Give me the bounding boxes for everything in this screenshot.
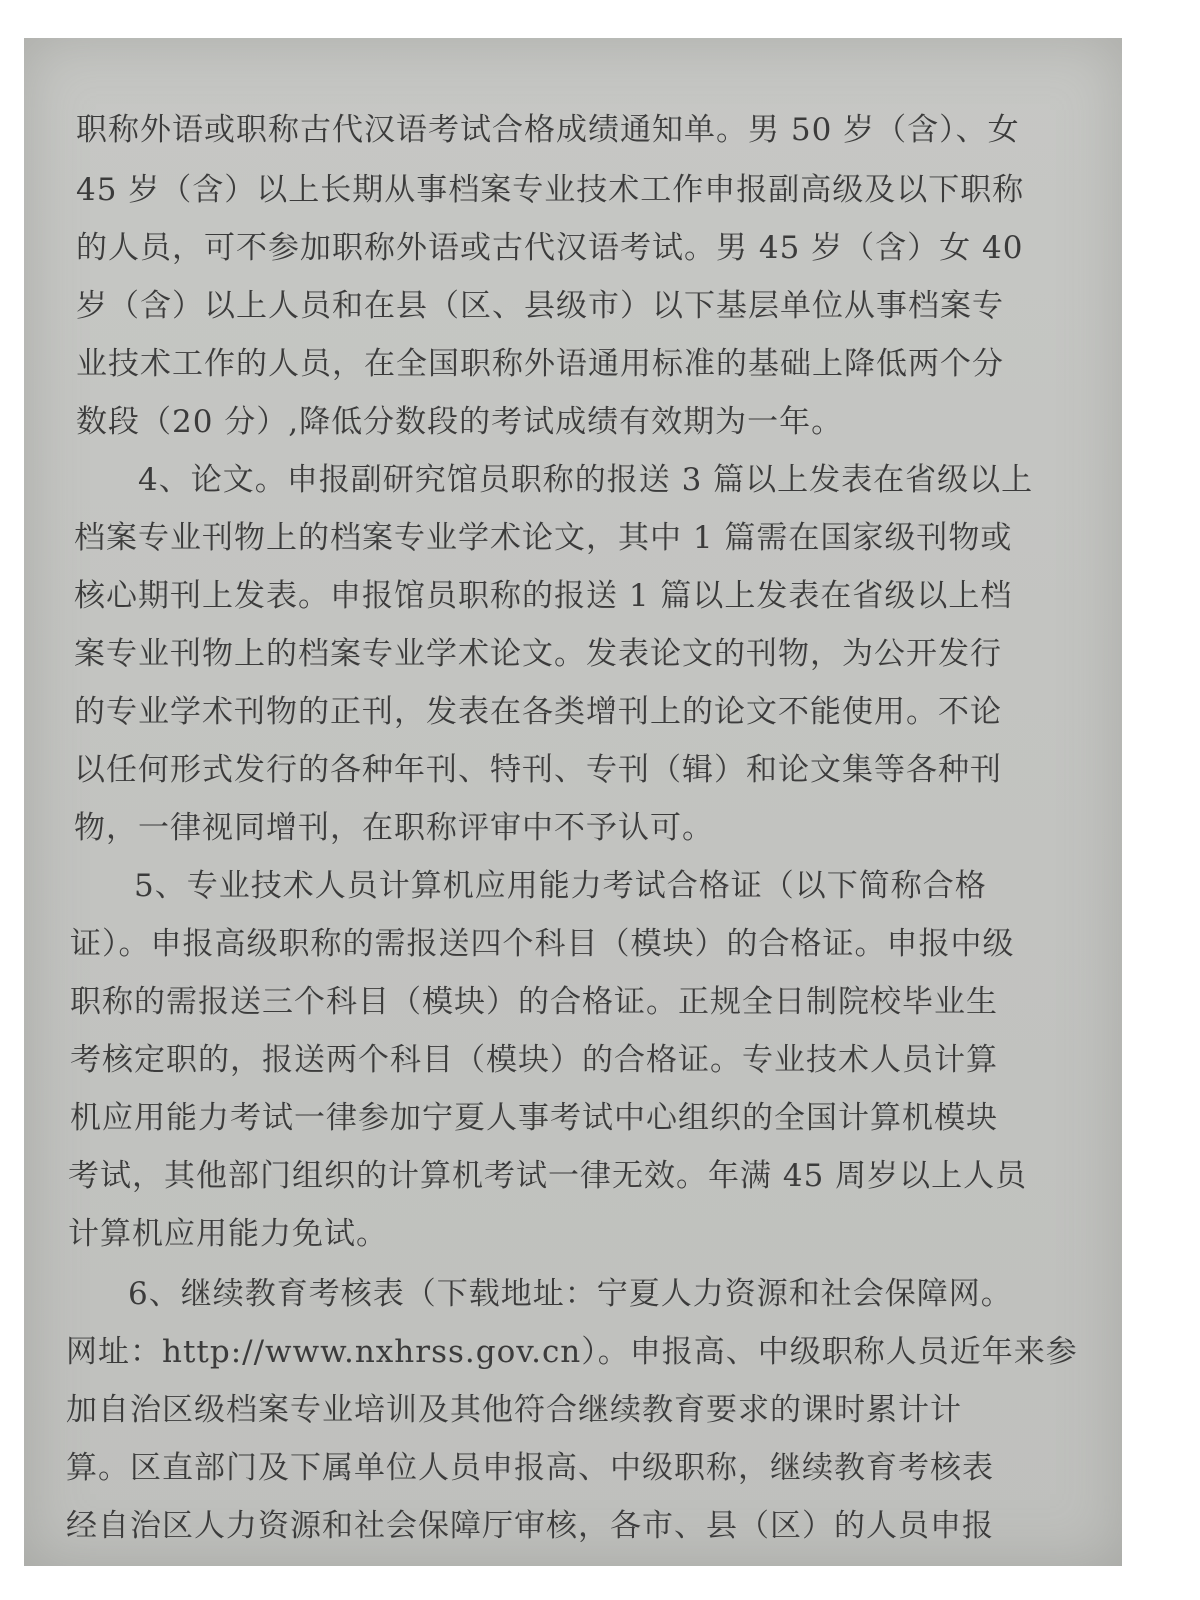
document-body [24,38,1122,1566]
text-line: 数段（20 分）,降低分数段的考试成绩有效期为一年。 [76,404,844,440]
text-line: 算。区直部门及下属单位人员申报高、中级职称，继续教育考核表 [66,1450,994,1486]
text-line: 职称的需报送三个科目（模块）的合格证。正规全日制院校毕业生 [70,984,998,1020]
text-line: 6、继续教育考核表（下载地址：宁夏人力资源和社会保障网。 [128,1276,1013,1312]
text-line: 业技术工作的人员，在全国职称外语通用标准的基础上降低两个分 [76,346,1004,382]
text-line: 档案专业刊物上的档案专业学术论文，其中 1 篇需在国家级刊物或 [74,520,1013,556]
text-line: 经自治区人力资源和社会保障厅审核，各市、县（区）的人员申报 [66,1508,994,1544]
text-line: 物，一律视同增刊，在职称评审中不予认可。 [74,810,714,846]
text-line: 的专业学术刊物的正刊，发表在各类增刊上的论文不能使用。不论 [74,694,1002,730]
text-line: 以任何形式发行的各种年刊、特刊、专刊（辑）和论文集等各种刊 [74,752,1002,788]
text-line: 案专业刊物上的档案专业学术论文。发表论文的刊物，为公开发行 [74,636,1002,672]
scanned-page [24,38,1122,1566]
text-line: 考核定职的，报送两个科目（模块）的合格证。专业技术人员计算 [70,1042,998,1078]
text-line: 计算机应用能力免试。 [68,1216,388,1252]
text-line: 4、论文。申报副研究馆员职称的报送 3 篇以上发表在省级以上 [138,462,1034,498]
text-line: 岁（含）以上人员和在县（区、县级市）以下基层单位从事档案专 [76,288,1004,324]
text-line: 的人员，可不参加职称外语或古代汉语考试。男 45 岁（含）女 40 [76,230,1024,266]
text-line: 证）。申报高级职称的需报送四个科目（模块）的合格证。申报中级 [70,926,1015,962]
text-line: 5、专业技术人员计算机应用能力考试合格证（以下简称合格 [134,868,987,904]
text-line: 加自治区级档案专业培训及其他符合继续教育要求的课时累计计 [66,1392,962,1428]
text-line: 考试，其他部门组织的计算机考试一律无效。年满 45 周岁以上人员 [68,1158,1028,1194]
text-line: 网址：http://www.nxhrss.gov.cn）。申报高、中级职称人员近年来参 [66,1334,1078,1370]
text-line: 机应用能力考试一律参加宁夏人事考试中心组织的全国计算机模块 [70,1100,998,1136]
text-line: 45 岁（含）以上长期从事档案专业技术工作申报副高级及以下职称 [76,172,1025,208]
text-line: 职称外语或职称古代汉语考试合格成绩通知单。男 50 岁（含）、女 [76,112,1020,148]
text-line: 核心期刊上发表。申报馆员职称的报送 1 篇以上发表在省级以上档 [74,578,1013,614]
